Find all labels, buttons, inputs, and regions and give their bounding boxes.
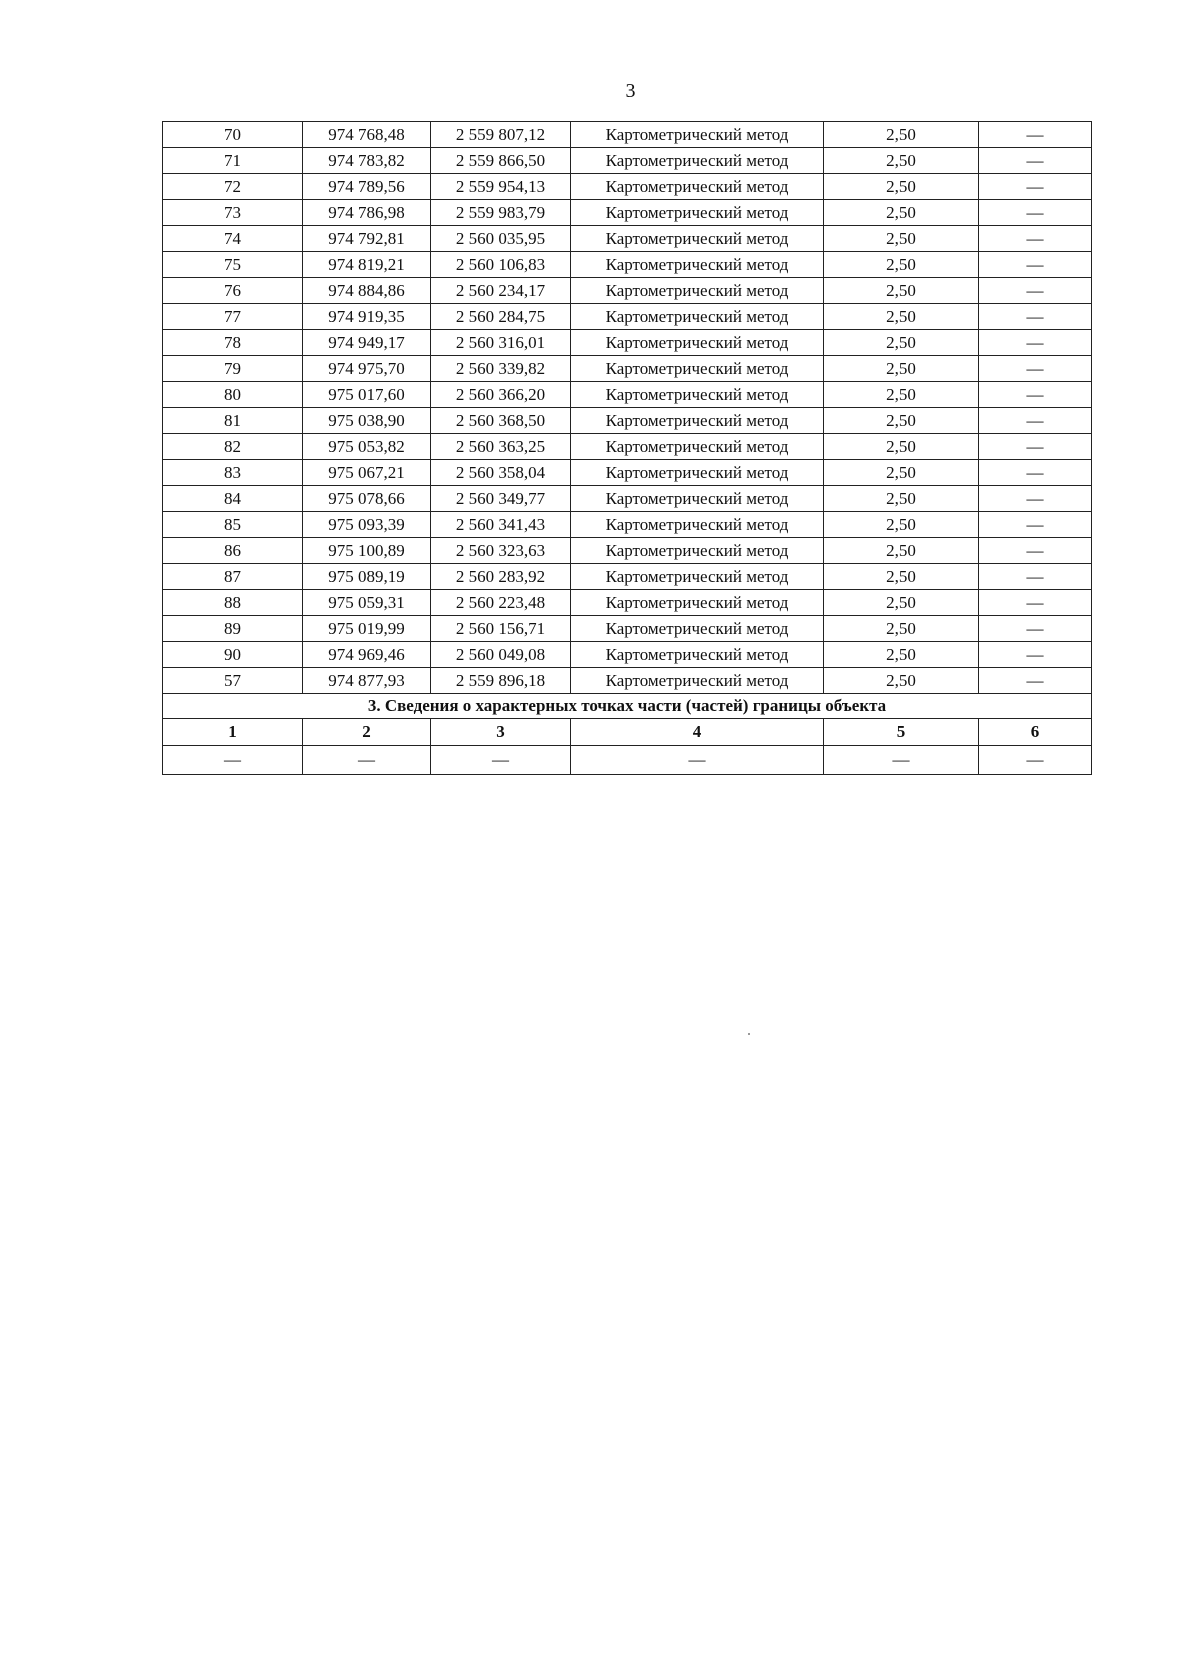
x-coordinate-cell: 975 078,66 — [303, 486, 431, 512]
y-coordinate-cell: 2 560 358,04 — [431, 460, 571, 486]
accuracy-cell: 2,50 — [824, 642, 979, 668]
point-number-cell: 73 — [163, 200, 303, 226]
table-row — [163, 382, 1092, 408]
description-cell: — — [979, 356, 1092, 382]
point-number-cell: 70 — [163, 122, 303, 148]
description-cell: — — [979, 330, 1092, 356]
point-number-cell: 87 — [163, 564, 303, 590]
accuracy-cell: 2,50 — [824, 278, 979, 304]
scan-speck — [748, 1033, 750, 1035]
table-row — [163, 330, 1092, 356]
empty-cell: — — [979, 746, 1092, 775]
description-cell: — — [979, 408, 1092, 434]
y-coordinate-cell: 2 559 807,12 — [431, 122, 571, 148]
description-cell: — — [979, 434, 1092, 460]
x-coordinate-cell: 975 067,21 — [303, 460, 431, 486]
y-coordinate-cell: 2 560 035,95 — [431, 226, 571, 252]
method-cell: Картометрический метод — [571, 486, 824, 512]
description-cell: — — [979, 252, 1092, 278]
table-row — [163, 200, 1092, 226]
y-coordinate-cell: 2 559 983,79 — [431, 200, 571, 226]
y-coordinate-cell: 2 559 896,18 — [431, 668, 571, 694]
x-coordinate-cell: 974 783,82 — [303, 148, 431, 174]
table-row — [163, 226, 1092, 252]
y-coordinate-cell: 2 560 316,01 — [431, 330, 571, 356]
method-cell: Картометрический метод — [571, 278, 824, 304]
method-cell: Картометрический метод — [571, 668, 824, 694]
column-numbers-row — [163, 719, 1092, 746]
method-cell: Картометрический метод — [571, 564, 824, 590]
description-cell: — — [979, 226, 1092, 252]
description-cell: — — [979, 304, 1092, 330]
column-number: 5 — [824, 719, 979, 746]
x-coordinate-cell: 974 949,17 — [303, 330, 431, 356]
y-coordinate-cell: 2 560 283,92 — [431, 564, 571, 590]
point-number-cell: 78 — [163, 330, 303, 356]
y-coordinate-cell: 2 560 339,82 — [431, 356, 571, 382]
column-number: 6 — [979, 719, 1092, 746]
y-coordinate-cell: 2 560 349,77 — [431, 486, 571, 512]
x-coordinate-cell: 974 975,70 — [303, 356, 431, 382]
description-cell: — — [979, 148, 1092, 174]
description-cell: — — [979, 564, 1092, 590]
accuracy-cell: 2,50 — [824, 252, 979, 278]
description-cell: — — [979, 278, 1092, 304]
empty-cell: — — [571, 746, 824, 775]
description-cell: — — [979, 200, 1092, 226]
table-row — [163, 564, 1092, 590]
accuracy-cell: 2,50 — [824, 356, 979, 382]
method-cell: Картометрический метод — [571, 382, 824, 408]
accuracy-cell: 2,50 — [824, 408, 979, 434]
method-cell: Картометрический метод — [571, 512, 824, 538]
accuracy-cell: 2,50 — [824, 590, 979, 616]
description-cell: — — [979, 382, 1092, 408]
table-row — [163, 642, 1092, 668]
table-row — [163, 252, 1092, 278]
method-cell: Картометрический метод — [571, 200, 824, 226]
accuracy-cell: 2,50 — [824, 226, 979, 252]
y-coordinate-cell: 2 560 363,25 — [431, 434, 571, 460]
table-body — [163, 122, 1092, 694]
column-number: 3 — [431, 719, 571, 746]
description-cell: — — [979, 642, 1092, 668]
x-coordinate-cell: 975 093,39 — [303, 512, 431, 538]
point-number-cell: 77 — [163, 304, 303, 330]
point-number-cell: 85 — [163, 512, 303, 538]
y-coordinate-cell: 2 560 284,75 — [431, 304, 571, 330]
y-coordinate-cell: 2 560 234,17 — [431, 278, 571, 304]
description-cell: — — [979, 616, 1092, 642]
accuracy-cell: 2,50 — [824, 538, 979, 564]
boundary-points-table — [162, 121, 1092, 775]
method-cell: Картометрический метод — [571, 590, 824, 616]
point-number-cell: 81 — [163, 408, 303, 434]
y-coordinate-cell: 2 560 049,08 — [431, 642, 571, 668]
description-cell: — — [979, 122, 1092, 148]
section-title-row — [163, 694, 1092, 719]
column-number: 4 — [571, 719, 824, 746]
description-cell: — — [979, 460, 1092, 486]
empty-cell: — — [431, 746, 571, 775]
x-coordinate-cell: 974 819,21 — [303, 252, 431, 278]
accuracy-cell: 2,50 — [824, 174, 979, 200]
accuracy-cell: 2,50 — [824, 668, 979, 694]
point-number-cell: 75 — [163, 252, 303, 278]
y-coordinate-cell: 2 560 341,43 — [431, 512, 571, 538]
method-cell: Картометрический метод — [571, 434, 824, 460]
accuracy-cell: 2,50 — [824, 122, 979, 148]
x-coordinate-cell: 975 053,82 — [303, 434, 431, 460]
empty-data-row — [163, 746, 1092, 775]
x-coordinate-cell: 975 059,31 — [303, 590, 431, 616]
table-row — [163, 174, 1092, 200]
x-coordinate-cell: 975 019,99 — [303, 616, 431, 642]
empty-cell: — — [163, 746, 303, 775]
accuracy-cell: 2,50 — [824, 382, 979, 408]
x-coordinate-cell: 974 789,56 — [303, 174, 431, 200]
point-number-cell: 79 — [163, 356, 303, 382]
table-row — [163, 460, 1092, 486]
method-cell: Картометрический метод — [571, 616, 824, 642]
x-coordinate-cell: 975 038,90 — [303, 408, 431, 434]
point-number-cell: 86 — [163, 538, 303, 564]
description-cell: — — [979, 538, 1092, 564]
accuracy-cell: 2,50 — [824, 434, 979, 460]
point-number-cell: 84 — [163, 486, 303, 512]
x-coordinate-cell: 974 919,35 — [303, 304, 431, 330]
empty-cell: — — [824, 746, 979, 775]
accuracy-cell: 2,50 — [824, 330, 979, 356]
point-number-cell: 83 — [163, 460, 303, 486]
table-row — [163, 148, 1092, 174]
table-row — [163, 590, 1092, 616]
method-cell: Картометрический метод — [571, 122, 824, 148]
page-number: 3 — [625, 80, 636, 102]
method-cell: Картометрический метод — [571, 148, 824, 174]
method-cell: Картометрический метод — [571, 174, 824, 200]
method-cell: Картометрический метод — [571, 226, 824, 252]
point-number-cell: 90 — [163, 642, 303, 668]
table-row — [163, 304, 1092, 330]
x-coordinate-cell: 974 884,86 — [303, 278, 431, 304]
method-cell: Картометрический метод — [571, 330, 824, 356]
table-row — [163, 486, 1092, 512]
accuracy-cell: 2,50 — [824, 616, 979, 642]
description-cell: — — [979, 512, 1092, 538]
method-cell: Картометрический метод — [571, 304, 824, 330]
point-number-cell: 71 — [163, 148, 303, 174]
x-coordinate-cell: 974 969,46 — [303, 642, 431, 668]
table-row — [163, 408, 1092, 434]
accuracy-cell: 2,50 — [824, 200, 979, 226]
accuracy-cell: 2,50 — [824, 486, 979, 512]
accuracy-cell: 2,50 — [824, 460, 979, 486]
point-number-cell: 89 — [163, 616, 303, 642]
y-coordinate-cell: 2 560 323,63 — [431, 538, 571, 564]
description-cell: — — [979, 668, 1092, 694]
table-row — [163, 434, 1092, 460]
method-cell: Картометрический метод — [571, 252, 824, 278]
y-coordinate-cell: 2 560 106,83 — [431, 252, 571, 278]
y-coordinate-cell: 2 560 156,71 — [431, 616, 571, 642]
table-row — [163, 122, 1092, 148]
table-row — [163, 512, 1092, 538]
y-coordinate-cell: 2 559 954,13 — [431, 174, 571, 200]
y-coordinate-cell: 2 559 866,50 — [431, 148, 571, 174]
x-coordinate-cell: 974 877,93 — [303, 668, 431, 694]
table-row — [163, 616, 1092, 642]
point-number-cell: 82 — [163, 434, 303, 460]
column-number: 1 — [163, 719, 303, 746]
point-number-cell: 72 — [163, 174, 303, 200]
description-cell: — — [979, 590, 1092, 616]
accuracy-cell: 2,50 — [824, 148, 979, 174]
section-title: 3. Сведения о характерных точках части (частей) границы объекта — [163, 694, 1092, 719]
description-cell: — — [979, 486, 1092, 512]
accuracy-cell: 2,50 — [824, 304, 979, 330]
point-number-cell: 76 — [163, 278, 303, 304]
column-number: 2 — [303, 719, 431, 746]
x-coordinate-cell: 974 792,81 — [303, 226, 431, 252]
method-cell: Картометрический метод — [571, 642, 824, 668]
table-row — [163, 278, 1092, 304]
method-cell: Картометрический метод — [571, 538, 824, 564]
y-coordinate-cell: 2 560 368,50 — [431, 408, 571, 434]
x-coordinate-cell: 975 100,89 — [303, 538, 431, 564]
point-number-cell: 57 — [163, 668, 303, 694]
x-coordinate-cell: 975 089,19 — [303, 564, 431, 590]
point-number-cell: 80 — [163, 382, 303, 408]
accuracy-cell: 2,50 — [824, 512, 979, 538]
table-row — [163, 538, 1092, 564]
method-cell: Картометрический метод — [571, 356, 824, 382]
x-coordinate-cell: 974 786,98 — [303, 200, 431, 226]
x-coordinate-cell: 974 768,48 — [303, 122, 431, 148]
description-cell: — — [979, 174, 1092, 200]
x-coordinate-cell: 975 017,60 — [303, 382, 431, 408]
table-row — [163, 356, 1092, 382]
point-number-cell: 74 — [163, 226, 303, 252]
point-number-cell: 88 — [163, 590, 303, 616]
y-coordinate-cell: 2 560 366,20 — [431, 382, 571, 408]
accuracy-cell: 2,50 — [824, 564, 979, 590]
empty-cell: — — [303, 746, 431, 775]
method-cell: Картометрический метод — [571, 408, 824, 434]
y-coordinate-cell: 2 560 223,48 — [431, 590, 571, 616]
table-row — [163, 668, 1092, 694]
method-cell: Картометрический метод — [571, 460, 824, 486]
